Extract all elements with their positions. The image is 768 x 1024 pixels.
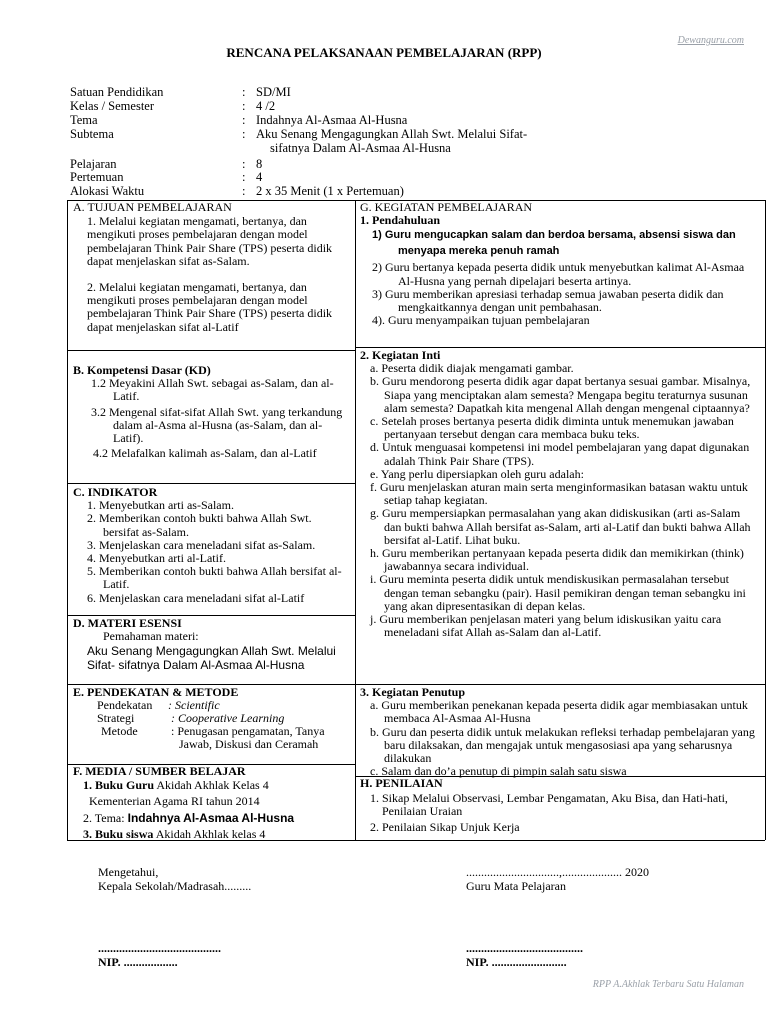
inti-item: e. Yang perlu dipersiapkan oleh guru adalah: [370,466,584,481]
section-pendekatan [73,686,349,752]
inti-item: c. Setelah proses bertanya peserta didik diminta untuk menemukan jawaban pertanyaan tersebut dengan cara membaca buku teks. [370,414,734,442]
inti-item: a. Peserta didik diajak mengamati gambar. [370,361,574,376]
indikator-item: 4. Menyebutkan arti al-Latif. [87,551,226,566]
section-tujuan [73,201,349,334]
section-media [73,765,349,841]
inti-item: h. Guru memberikan pertanyaan kepada peserta didik dan memikirkan (think) jawabannya secara individual. [370,546,744,574]
sign-right-line2: Guru Mata Pelajaran [466,879,566,893]
penilaian-item: 2. Penilaian Sikap Unjuk Kerja [370,819,520,834]
subsection-inti [360,349,760,639]
penutup-item: b. Guru dan peserta didik untuk melakukan refleksi terhadap pembelajaran yang baru dilaksakan, dan mengajak untuk mengasosiasi apa yang seharusnya dilakukan [370,724,755,766]
pendahuluan-item: 3) Guru memberikan apresiasi terhadap semua jawaban peserta didik dan mengkaitkannya dengan unit pembahasan. [372,286,724,315]
indikator-item: 2. Memberikan contoh bukti bahwa Allah Swt. bersifat as-Salam. [87,511,312,539]
inti-item: d. Untuk menguasai kompetensi ini model pembelajaran yang dapat digunakan adalah Think Pair Share (TPS). [370,440,750,468]
pendekatan-row: Pendekatan : Scientific [97,698,220,713]
kd-item: 1.2 Meyakini Allah Swt. sebagai as-Salam, dan al-Latif. [91,376,334,404]
section-heading: A. TUJUAN PEMBELAJARAN [73,200,232,214]
section-heading: 3. Kegiatan Penutup [360,685,466,699]
section-heading: F. MEDIA / SUMBER BELAJAR [73,764,246,778]
inti-item: j. Guru memberikan penjelasan materi yang belum idiskusikan yaitu cara meneladani sifat Allah as-Salam dan al-Latif. [370,612,722,640]
pendahuluan-item: 2) Guru bertanya kepada peserta didik untuk menyebutkan kalimat Al-Asmaa Al-Husna yang pernah dipelajari beserta artinya. [372,260,745,288]
section-heading: D. MATERI ESENSI [73,616,182,630]
rpp-table [67,200,765,840]
subsection-pendahuluan: 1. Pendahuluan [360,213,441,228]
nip-right: NIP. ......................... [466,955,567,969]
sign-right-line1: ...............................,.................... 2020 [466,865,649,879]
indikator-item: 6. Menjelaskan cara meneladani sifat al-Latif [87,590,305,605]
nip-left: NIP. .................. [98,955,178,969]
section-heading: C. INDIKATOR [73,485,158,499]
media-item-1-publisher: Kementerian Agama RI tahun 2014 [89,794,260,809]
section-heading: H. PENILAIAN [360,776,443,790]
inti-item: b. Guru mendorong peserta didik agar dapat bertanya sesuai gambar. Misalnya, Siapa yang menciptakan alam semesta? Mengapa begitu teraturnya susunan alam semesta? Dapatkah kita mengenal Allah dengan mengenal ciptaannya? [370,374,751,415]
tujuan-item-2: 2. Melalui kegiatan mengamati, bertanya, dan mengikuti proses pembelajaran dengan model pembelajaran Think Pair Share (TPS) peserta didik dapat menjelaskan sifat al-Latif [87,280,333,334]
materi-text: Aku Senang Mengagungkan Allah Swt. Melalui Sifat- sifatnya Dalam Al-Asmaa Al-Husna [87,644,336,673]
tujuan-item-1: 1. Melalui kegiatan mengamati, bertanya, dan mengikuti proses pembelajaran dengan model pembelajaran Think Pair Share (TPS) peserta didik dapat menjelaskan sifat as-Salam. [87,214,333,268]
watermark-top: Dewanguru.com [677,35,744,46]
section-kompetensi-dasar [73,364,349,460]
section-indikator [73,486,349,605]
sign-right-name-line: ....................................... [466,941,583,955]
inti-item: f. Guru menjelaskan aturan main serta menginformasikan batasan waktu untuk setiap tahap kegiatan. [370,480,748,508]
penilaian-item: 1. Sikap Melalui Observasi, Lembar Pengamatan, Aku Bisa, dan Hati-hati, Penilaian Uraian [370,791,728,819]
strategi-row: Strategi : Cooperative Learning [97,711,285,726]
inti-item: g. Guru mempersiapkan permasalahan yang akan didiskusikan (arti as-Salam dan bukti bahwa Allah bersifat as-Salam, arti al-Latif dan bukti bahwa Allah bersifat al-Latif. Lihat buku. [370,506,751,547]
sign-left-line2: Kepala Sekolah/Madrasah......... [98,879,252,893]
section-heading: B. Kompetensi Dasar (KD) [73,363,211,377]
sign-left-name-line: ......................................... [98,941,221,955]
pendahuluan-item: 4). Guru menyampaikan tujuan pembelajaran [372,313,590,328]
subsection-penutup [360,686,760,778]
indikator-item: 5. Memberikan contoh bukti bahwa Allah bersifat al-Latif. [87,564,342,592]
materi-subheading: Pemahaman materi: [103,629,199,644]
metode-row: Metode : Penugasan pengamatan, Tanya Jawab, Diskusi dan Ceramah [101,724,325,752]
sign-left-line1: Mengetahui, [98,865,159,879]
indikator-item: 3. Menjelaskan cara meneladani sifat as-Salam. [87,537,316,552]
section-kegiatan [360,201,760,327]
penutup-item: c. Salam dan do’a penutup di pimpin salah satu siswa [370,764,627,779]
section-heading: G. KEGIATAN PEMBELAJARAN [360,200,533,214]
pendahuluan-item: 1) Guru mengucapkan salam dan berdoa bersama, absensi siswa dan menyapa mereka penuh ramah [372,229,736,258]
section-penilaian [360,777,760,834]
inti-item: i. Guru meminta peserta didik untuk mendiskusikan permasalahan tersebut dengan teman sebangku (pair). Hasil pemikiran dengan teman sebangku ini yang akan dipresentasikan di depan kelas. [370,572,746,613]
media-item-2: 2. Tema: Indahnya Al-Asmaa Al-Husna [83,810,295,825]
media-item-1: 1. Buku Guru Akidah Akhlak Kelas 4 [83,778,269,793]
section-heading: E. PENDEKATAN & METODE [73,685,239,699]
section-heading: 2. Kegiatan Inti [360,348,441,362]
media-item-3: 3. Buku siswa Akidah Akhlak kelas 4 [83,826,266,841]
penutup-item: a. Guru memberikan penekanan kepada peserta didik agar membiasakan untuk membaca Al-Asmaa Al-Husna [370,698,748,726]
indikator-item: 1. Menyebutkan arti as-Salam. [87,498,234,513]
section-materi [73,617,349,672]
kd-item: 4.2 Melafalkan kalimah as-Salam, dan al-Latif [93,446,317,461]
kd-item: 3.2 Mengenal sifat-sifat Allah Swt. yang terkandung dalam al-Asma al-Husna (as-Salam, dan al-Latif). [91,404,343,446]
document-title: RENCANA PELAKSANAAN PEMBELAJARAN (RPP) [226,45,542,60]
watermark-bottom: RPP A.Akhlak Terbaru Satu Halaman [592,979,744,990]
